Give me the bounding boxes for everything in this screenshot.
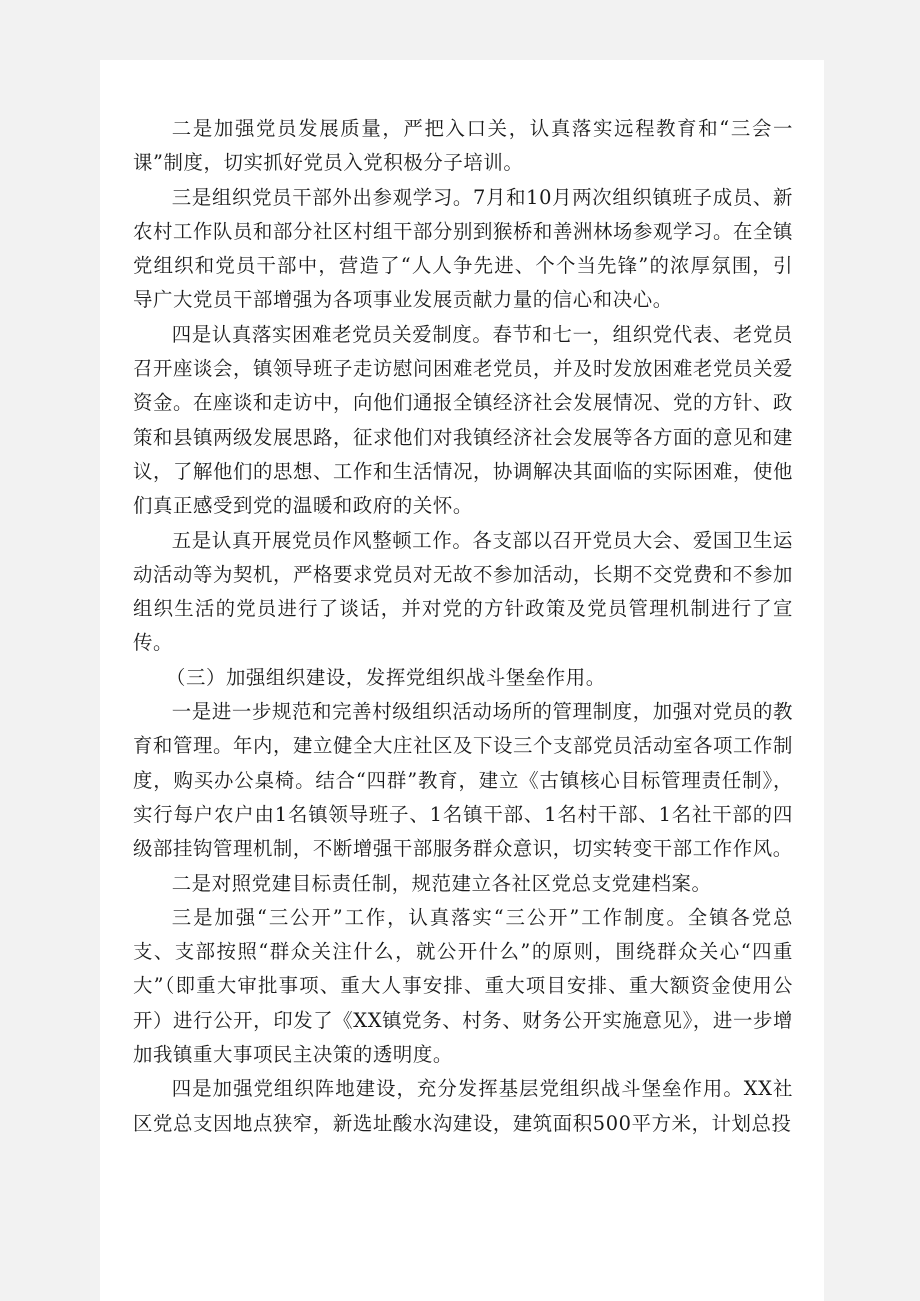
paragraph-position-construction: 四是加强党组织阵地建设，充分发挥基层党组织战斗堡垒作用。XX社区党总支因地点狭窄，新选址酸水沟建设，建筑面积500平方米，计划总投	[133, 1077, 793, 1135]
paragraph-activity-venue-management: 一是进一步规范和完善村级组织活动场所的管理制度，加强对党员的教育和管理。年内，建立健全大庄社区及下设三个支部党员活动室各项工作制度，购买办公桌椅。结合“四群”教育，建立《古镇核心目标管理责任制》，实行每户农户由1名镇领导班子、1名镇干部、1名村干部、1名社干部的四级部挂钩管理机制，不断增强干部服务群众意识，切实转变干部工作作风。	[133, 700, 793, 861]
paragraph-party-archives: 二是对照党建目标责任制，规范建立各社区党总支党建档案。	[171, 871, 712, 895]
paragraph-party-member-quality: 二是加强党员发展质量，严把入口关，认真落实远程教育和“三会一课”制度，切实抓好党员入党积极分子培训。	[133, 117, 793, 175]
section-heading-organization-building: （三）加强组织建设，发挥党组织战斗堡垒作用。	[165, 665, 606, 689]
document-body	[133, 112, 793, 1141]
paragraph-elderly-member-care: 四是认真落实困难老党员关爱制度。春节和七一，组织党代表、老党员召开座谈会，镇领导班子走访慰问困难老党员，并及时发放困难老党员关爱资金。在座谈和走访中，向他们通报全镇经济社会发展情况、党的方针、政策和县镇两级发展思路，征求他们对我镇经济社会发展等各方面的意见和建议，了解他们的思想、工作和生活情况，协调解决其面临的实际困难，使他们真正感受到党的温暖和政府的关怀。	[133, 322, 793, 518]
paragraph-study-tour: 三是组织党员干部外出参观学习。7月和10月两次组织镇班子成员、新农村工作队员和部分社区村组干部分别到猴桥和善洲林场参观学习。在全镇党组织和党员干部中，营造了“人人争先进、个个当先锋”的浓厚氛围，引导广大党员干部增强为各项事业发展贡献力量的信心和决心。	[133, 185, 793, 312]
document-page	[100, 60, 824, 1301]
paragraph-style-rectification: 五是认真开展党员作风整顿工作。各支部以召开党员大会、爱国卫生运动活动等为契机，严格要求党员对无故不参加活动，长期不交党费和不参加组织生活的党员进行了谈话，并对党的方针政策及党员管理机制进行了宣传。	[133, 528, 793, 655]
paragraph-three-disclosures: 三是加强“三公开”工作，认真落实“三公开”工作制度。全镇各党总支、支部按照“群众关注什么，就公开什么”的原则，围绕群众关心“四重大”（即重大审批事项、重大人事安排、重大项目安排、重大额资金使用公开）进行公开，印发了《XX镇党务、村务、财务公开实施意见》，进一步增加我镇重大事项民主决策的透明度。	[133, 905, 793, 1067]
